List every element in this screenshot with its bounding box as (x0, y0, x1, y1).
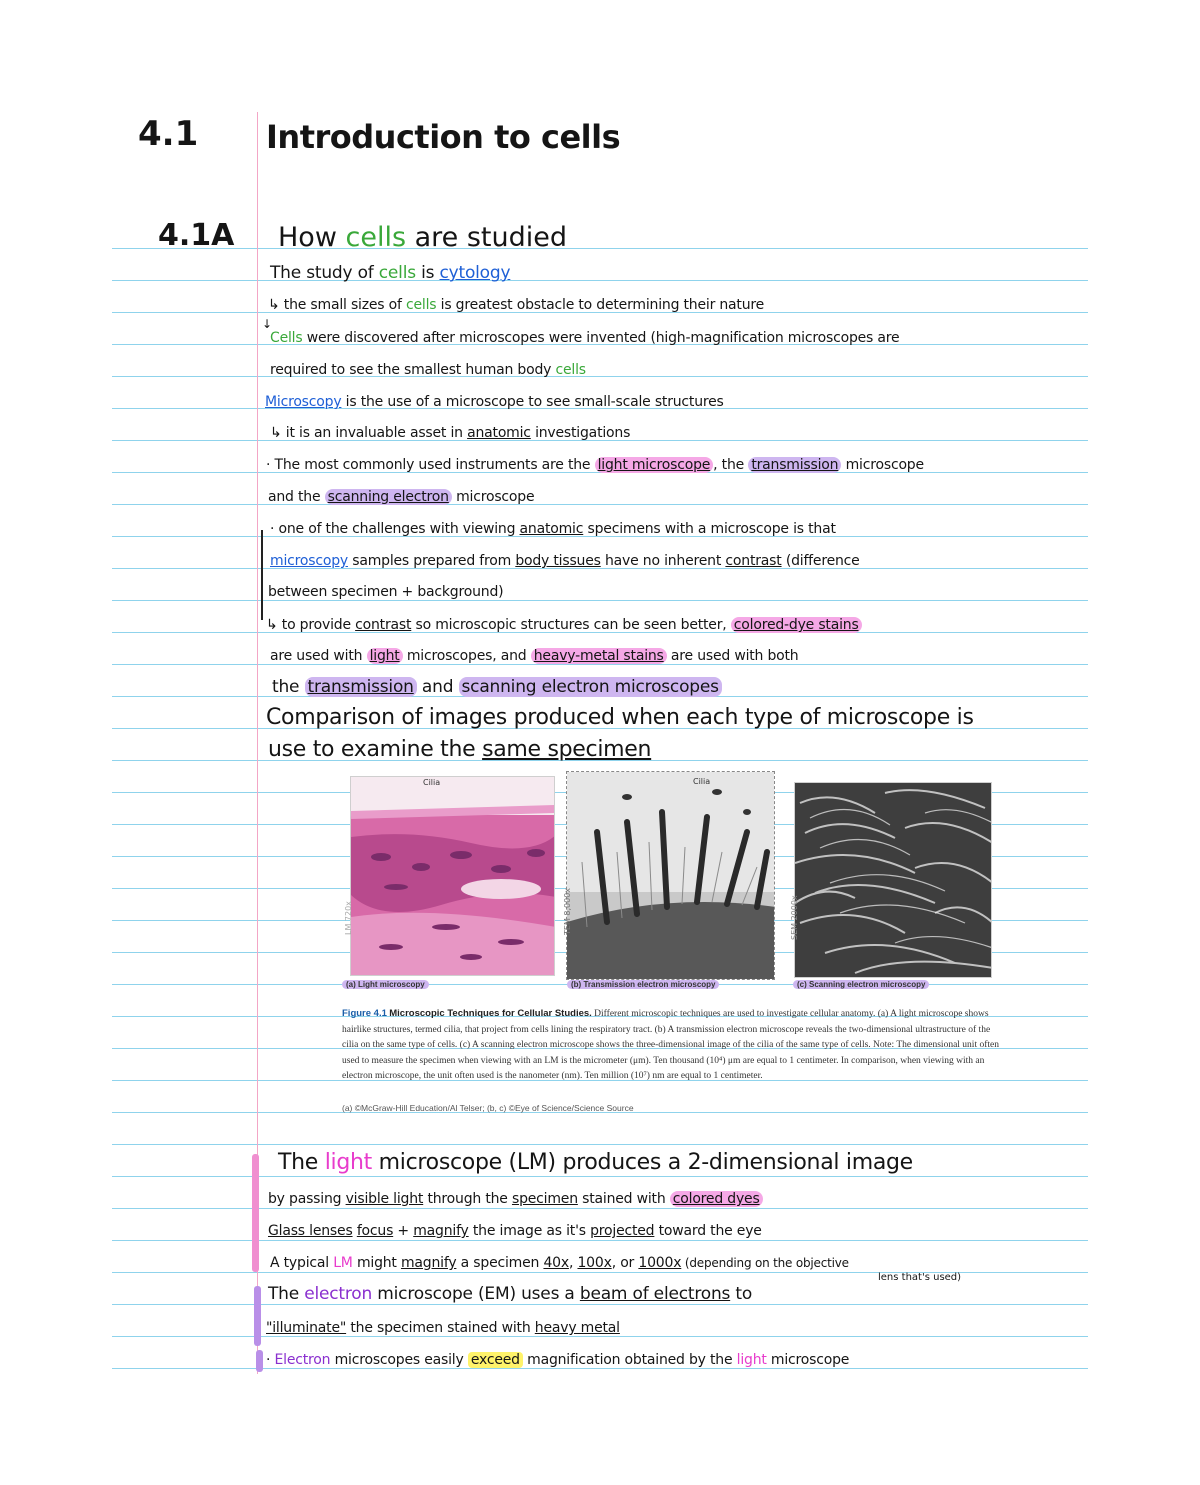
mag-label-a: LM 720x (344, 901, 353, 935)
section-title: Introduction to cells (266, 118, 621, 156)
mag-label-b: TEM 8,000x (563, 887, 572, 935)
note-line-4: required to see the smallest human body cells (270, 362, 586, 378)
subsection-number: 4.1A (158, 218, 235, 253)
bracket (261, 530, 263, 620)
note-line-14: the transmission and scanning electron microscopes (272, 677, 722, 697)
note-line-16: use to examine the same specimen (268, 737, 652, 762)
note-line-10: microscopy samples prepared from body tissues have no inherent contrast (difference (270, 553, 860, 569)
mag-label-c: SEM 2000x (790, 895, 799, 940)
note-line-2: ↳ the small sizes of cells is greatest obstacle to determining their nature (268, 297, 765, 313)
note-line-12: ↳ to provide contrast so microscopic structures can be seen better, colored-dye stains (266, 617, 862, 633)
note2-line-7: · Electron microscopes easily exceed magnification obtained by the light microscope (266, 1352, 850, 1368)
note-line-13: are used with light microscopes, and heavy-metal stains are used with both (270, 648, 799, 664)
cilia-label-b: Cilia (693, 777, 711, 786)
note2-line-6: "illuminate" the specimen stained with heavy metal (266, 1320, 620, 1336)
note2-line-2: by passing visible light through the specimen stained with colored dyes (268, 1191, 763, 1207)
sub-label-c: (c) Scanning electron microscopy (793, 980, 929, 989)
note-line-8: and the scanning electron microscope (268, 489, 535, 505)
highlight-bar-purple-2 (256, 1350, 263, 1372)
highlight-bar-pink (252, 1154, 259, 1272)
note2-line-4: A typical LM might magnify a specimen 40x, 100x, or 1000x (depending on the objective (270, 1255, 849, 1271)
note2-line-3: Glass lenses focus + magnify the image as it's projected toward the eye (268, 1223, 762, 1239)
note-line-6: ↳ it is an invaluable asset in anatomic investigations (270, 425, 631, 441)
tem-image (566, 771, 775, 980)
figure-caption: Figure 4.1 Microscopic Techniques for Cellular Studies. Different microscopic techniques are used to investigate cellular anatomy. (a) A light microscope shows hairlike structures, termed cilia, that project from cells lining the respiratory tract. (b) A transmission electron microscope reveals the two-dimensional ultrastructure of the cilia on the same type of cells. (c) A scanning electron microscope shows the three-dimensional image of the cilia of the same type of cells. Note: The dimensional unit often used to measure the specimen when viewing with an LM is the micrometer (μm). Ten thousand (10⁴) μm are equal to 1 centimeter. In comparison, when viewing with an electron microscope, the unit often used is the nanometer (nm). Ten million (10⁷) nm are equal to 1 centimeter. (342, 1008, 999, 1082)
note-line-5: Microscopy is the use of a microscope to see small-scale structures (265, 394, 724, 410)
sem-image (794, 782, 992, 978)
cilia-label-a: Cilia (423, 778, 441, 787)
note-line-15: Comparison of images produced when each type of microscope is (266, 705, 974, 730)
note-line-1: The study of cells is cytology (270, 263, 511, 283)
figure-credit: (a) ©McGraw-Hill Education/Al Telser; (b, c) ©Eye of Science/Science Source (342, 1103, 634, 1113)
subsection-title: How cells are studied (278, 222, 568, 253)
note2-line-1: The light microscope (LM) produces a 2-dimensional image (278, 1150, 913, 1175)
highlight-bar-purple (254, 1286, 261, 1346)
note2-line-5: The electron microscope (EM) uses a beam of electrons to (268, 1284, 753, 1304)
note-line-7: · The most commonly used instruments are the light microscope , the transmission microscope (266, 457, 924, 473)
light-microscopy-image (350, 776, 555, 976)
section-number: 4.1 (138, 114, 199, 154)
note-line-3: Cells were discovered after microscopes were invented (high-magnification microscopes are (270, 330, 900, 346)
sub-label-a: (a) Light microscopy (342, 980, 429, 989)
down-arrow: ↓ (262, 317, 272, 331)
note-line-9: · one of the challenges with viewing anatomic specimens with a microscope is that (270, 521, 836, 537)
note2-line-4-sub: lens that's used) (878, 1272, 962, 1283)
sub-label-b: (b) Transmission electron microscopy (567, 980, 719, 989)
note-line-11: between specimen + background) (268, 584, 504, 600)
